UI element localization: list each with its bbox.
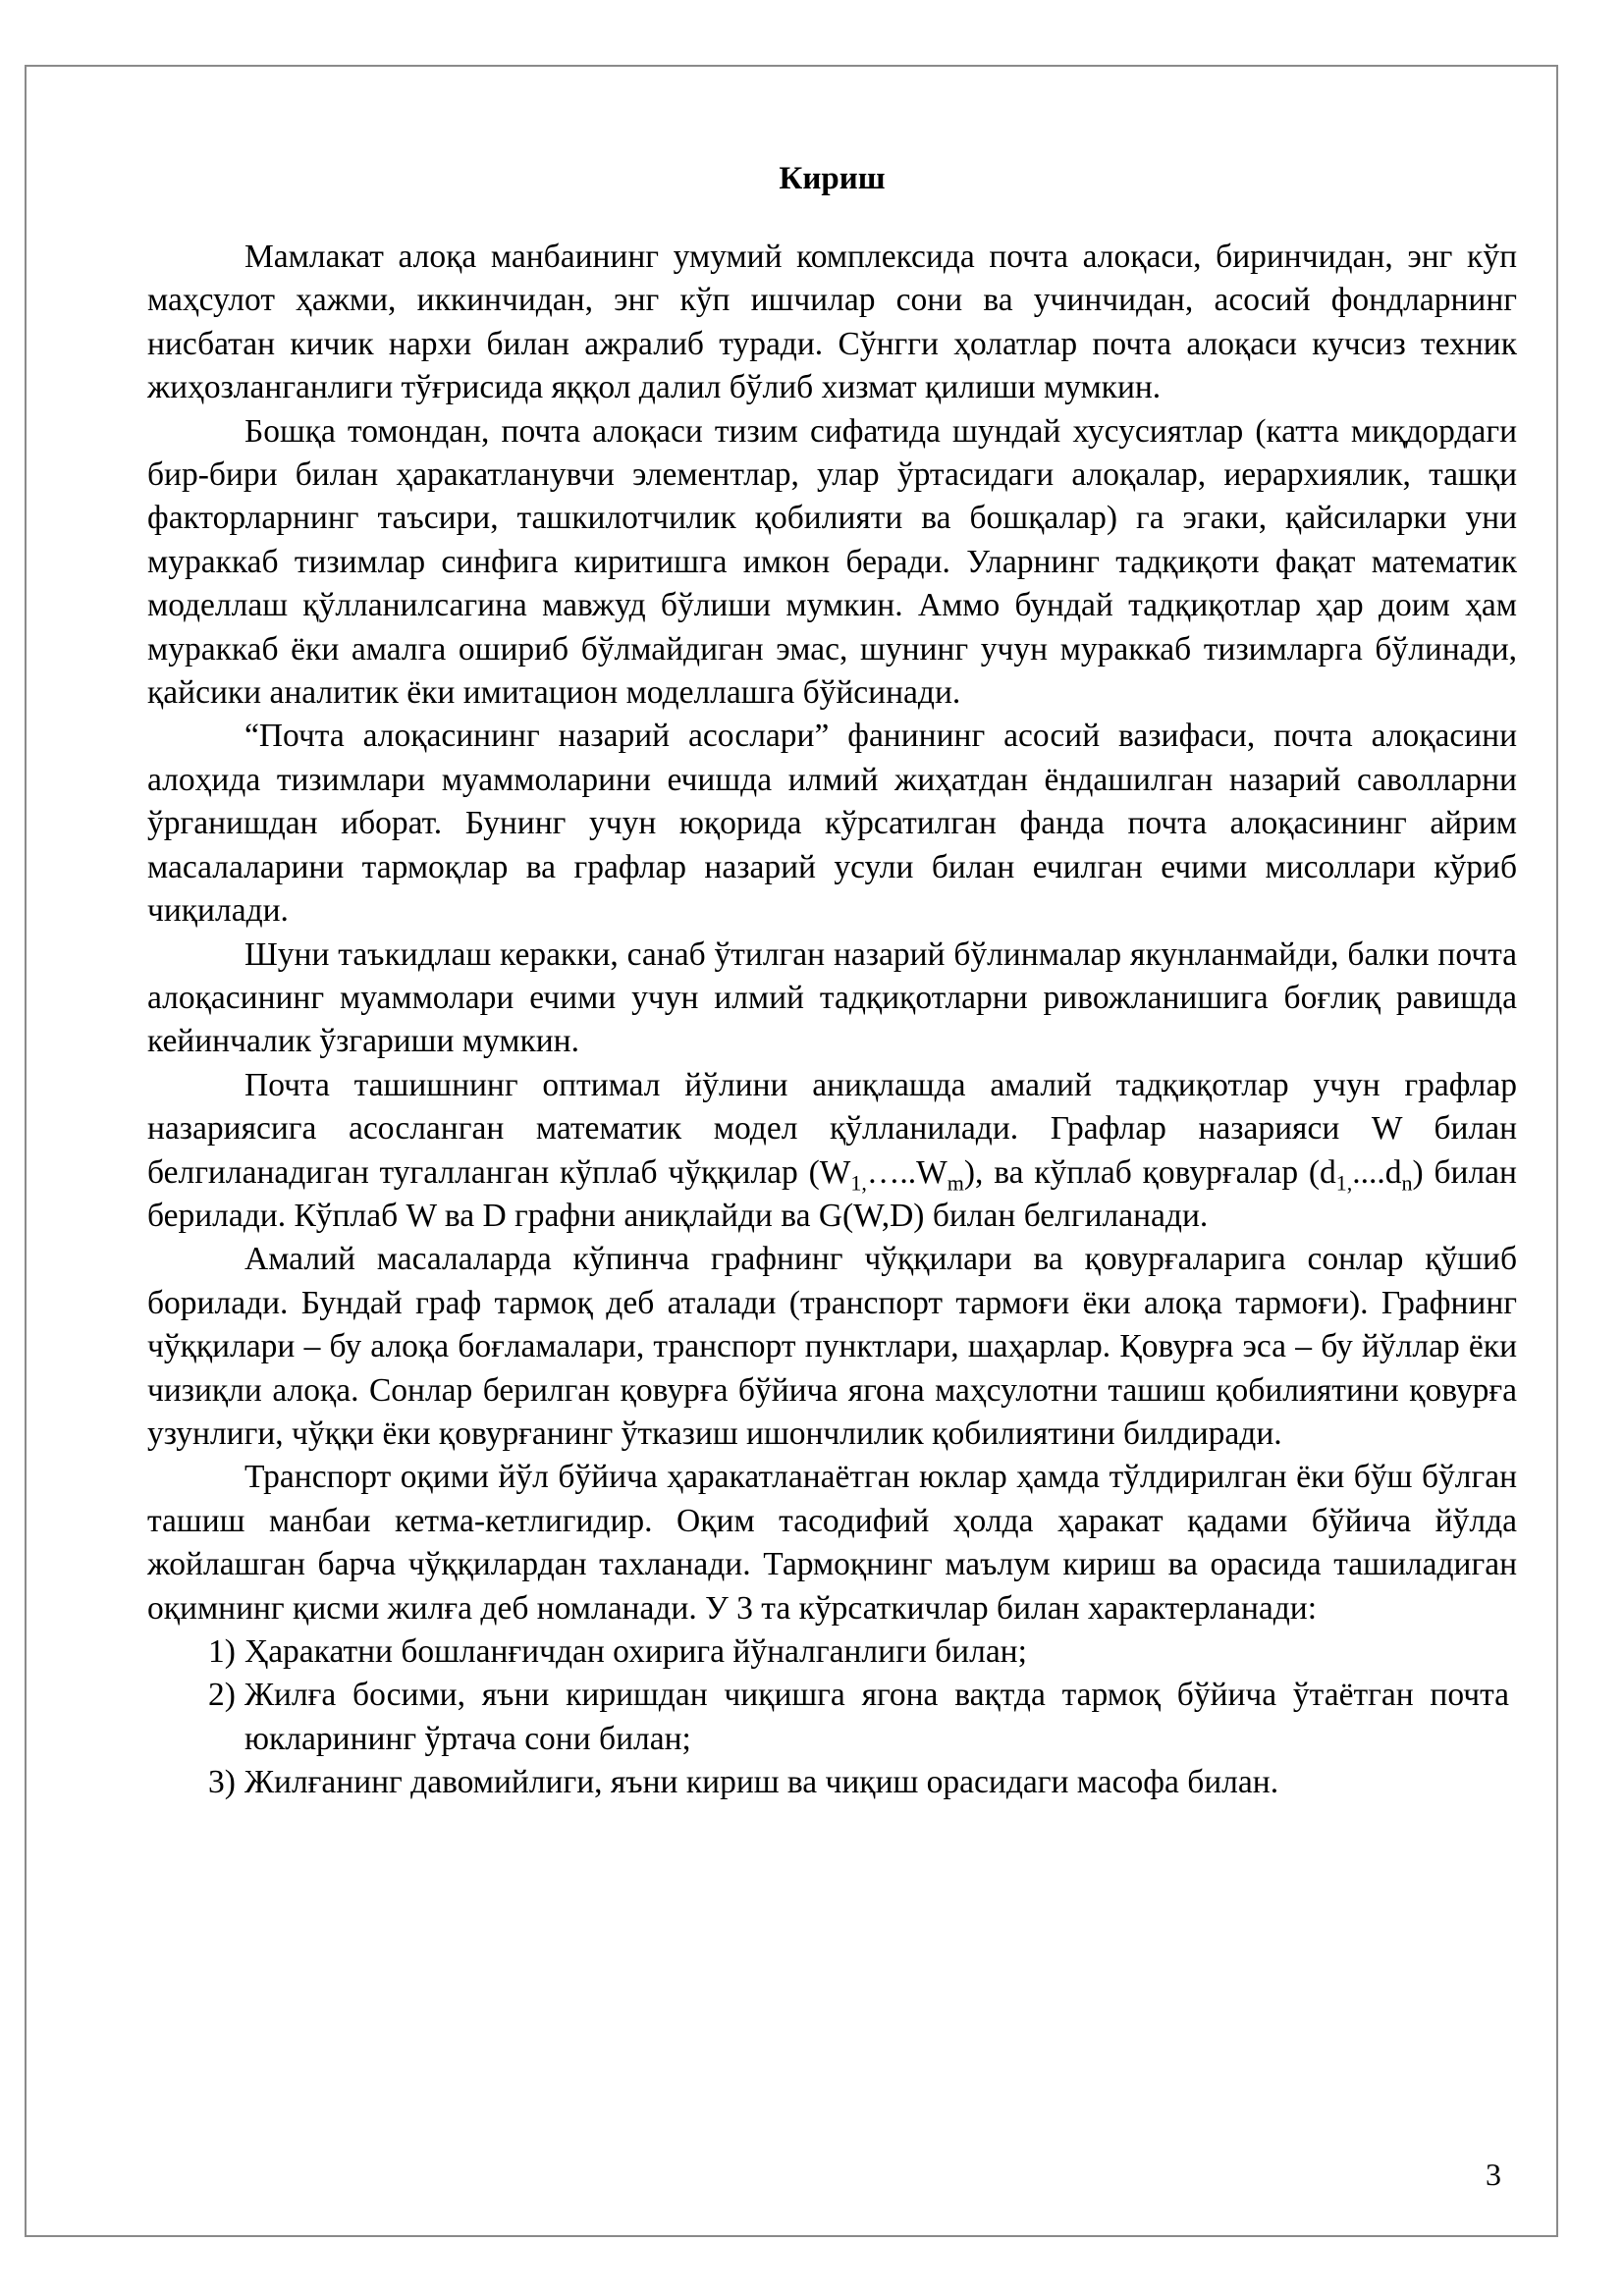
paragraph-4: Шуни таъкидлаш керакки, санаб ўтилган назарий бўлинмалар якунланмайди, балки почта алоқасининг муаммолари ечими учун илмий тадқиқотларни ривожланишига боғлиқ равишда кейинчалик ўзгариши мумкин. bbox=[147, 935, 1517, 1060]
numbered-list bbox=[147, 1630, 1517, 1805]
paragraph-6: Амалий масалаларда кўпинча графнинг чўққилари ва қовурғаларига сонлар қўшиб борилади. Бундай граф тармоқ деб аталади (транспорт тармоғи ёки алоқа тармоғи). Графнинг чўққилари – бу алоқа боғламалари, транспорт пунктлари, шаҳарлар. Қовурға эса – бу йўллар ёки чизиқли алоқа. Сонлар берилган қовурға бўйича ягона маҳсулотни ташиш қобилиятини қовурға узунлиги, чўққи ёки қовурғанинг ўтказиш ишончлилик қобилиятини билдиради. bbox=[147, 1241, 1517, 1452]
list-item-number: 3) bbox=[208, 1764, 236, 1801]
list-item-number: 1) bbox=[208, 1633, 236, 1670]
list-item-text: Ҳаракатни бошланғичдан охирига йўналганлиги билан; bbox=[244, 1633, 1027, 1670]
subscript-w1: 1, bbox=[850, 1170, 867, 1196]
paragraph-5-text-b: …..W bbox=[866, 1153, 947, 1191]
page-title: Кириш bbox=[779, 161, 886, 196]
paragraph-1: Мамлакат алоқа манбаининг умумий комплексида почта алоқаси, биринчидан, энг кўп маҳсулот ҳажми, иккинчидан, энг кўп ишчилар сони ва учинчидан, асосий фондларнинг нисбатан кичик нархи билан ажралиб туради. Сўнгги ҳолатлар почта алоқаси кучсиз техник жиҳозланганлиги тўғрисида яққол далил бўлиб хизмат қилиши мумкин. bbox=[147, 239, 1517, 406]
paragraph-5 bbox=[147, 1064, 1517, 1239]
subscript-d1: 1, bbox=[1335, 1170, 1353, 1196]
list-item-text: Жилға босими, яъни киришдан чиқишга ягона вақтда тармоқ бўйича ўтаётган почта юкларининг ўртача сони билан; bbox=[244, 1677, 1509, 1757]
list-item bbox=[147, 1630, 1517, 1674]
paragraph-5-text-a: Почта ташишнинг оптимал йўлини аниқлашда амалий тадқиқотлар учун графлар назариясига асосланган математик модел қўлланилади. Графлар назарияси W билан белгиланадиган тугалланган кўплаб чўққилар (W bbox=[147, 1066, 1517, 1191]
paragraph-5-text-c: ), ва кўплаб қовурғалар (d bbox=[963, 1153, 1336, 1191]
paragraph-3: “Почта алоқасининг назарий асослари” фанининг асосий вазифаси, почта алоқасини алоҳида тизимлари муаммоларини ечишда илмий жиҳатдан ёндашилган назарий саволларни ўрганишдан иборат. Бунинг учун юқорида кўрсатилган фанда почта алоқасининг айрим масалаларини тармоқлар ва графлар назарий усули билан ечилган ечими мисоллари кўриб чиқилади. bbox=[147, 718, 1517, 930]
page-number: 3 bbox=[1486, 2157, 1501, 2192]
subscript-wm: m bbox=[947, 1170, 964, 1196]
paragraph-5-text-e: ) билан берилади. Кўплаб W ва D графни аниқлайди ва G(W,D) билан белгиланади. bbox=[147, 1153, 1517, 1234]
list-item bbox=[147, 1761, 1517, 1804]
paragraph-5-text-d: ....d bbox=[1352, 1153, 1402, 1191]
paragraph-7: Транспорт оқими йўл бўйича ҳаракатланаётган юклар ҳамда тўлдирилган ёки бўш бўлган ташиш манбаи кетма-кетлигидир. Оқим тасодифий ҳолда ҳаракат қадами бўйича йўлда жойлашган барча чўққилардан тахланади. Тармоқнинг маълум кириш ва орасида ташиладиган оқимнинг қисми жилға деб номланади. У 3 та кўрсаткичлар билан характерланади: bbox=[147, 1459, 1517, 1627]
subscript-dn: n bbox=[1401, 1170, 1413, 1196]
list-item-text: Жилғанинг давомийлиги, яъни кириш ва чиқиш орасидаги масофа билан. bbox=[244, 1764, 1279, 1801]
page-content bbox=[147, 157, 1517, 1805]
paragraph-2: Бошқа томондан, почта алоқаси тизим сифатида шундай хусусиятлар (катта миқдордаги бир-бири билан ҳаракатланувчи элементлар, улар ўртасидаги алоқалар, иерархиялик, ташқи факторларнинг таъсири, ташкилотчилик қобилияти ва бошқалар) га эгаки, қайсиларки уни мураккаб тизимлар синфига киритишга имкон беради. Уларнинг тадқиқоти фақат математик моделлаш қўлланилсагина мавжуд бўлиши мумкин. Аммо бундай тадқиқотлар ҳар доим ҳам мураккаб ёки амалга ошириб бўлмайдиган эмас, шунинг учун мураккаб тизимларга бўлинади, қайсики аналитик ёки имитацион моделлашга бўйсинади. bbox=[147, 412, 1517, 712]
list-item-number: 2) bbox=[208, 1677, 236, 1714]
list-item bbox=[147, 1674, 1517, 1761]
